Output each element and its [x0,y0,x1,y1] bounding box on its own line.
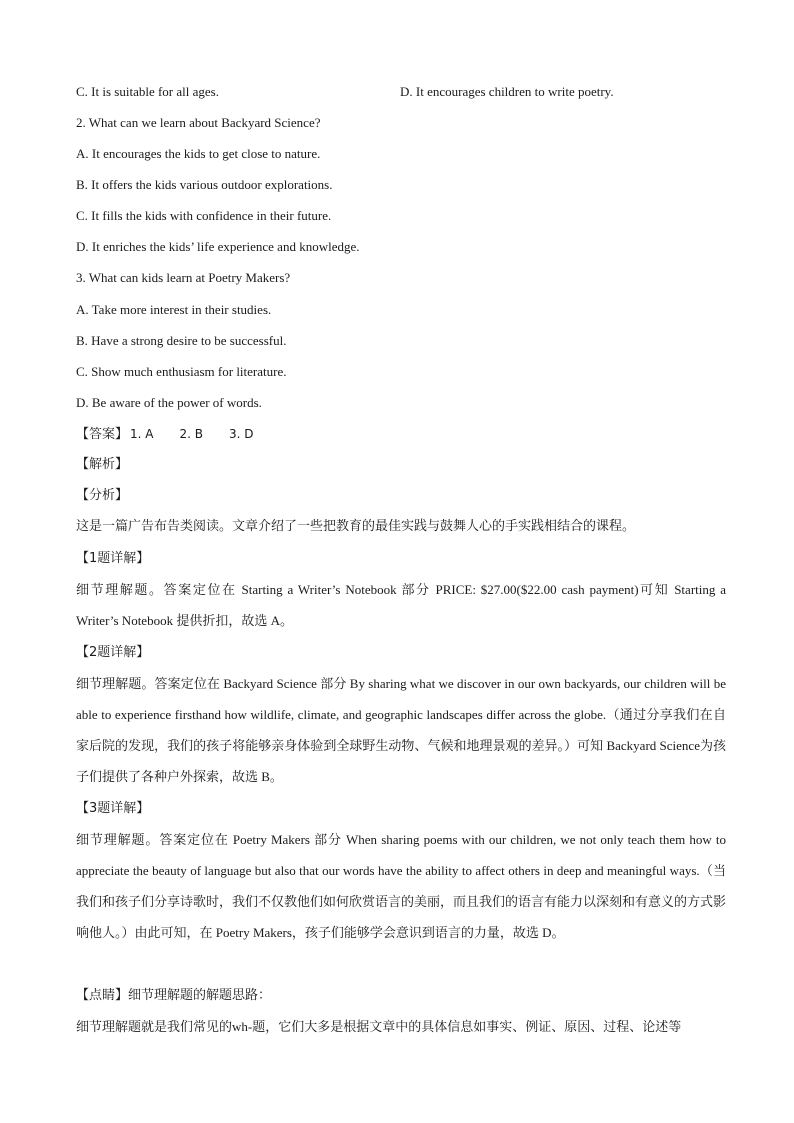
detail3-label: 【3题详解】 [76,801,150,816]
fenxi-label: 【分析】 [76,488,129,503]
dianjing-label: 【点睛】细节理解题的解题思路： [76,988,272,1003]
q3-question: 3. What can kids learn at Poetry Makers? [76,270,291,285]
answer-label: 【答案】 [76,427,129,442]
answer-3: 3. D [229,427,254,441]
q1-option-c: C. It is suitable for all ages. [76,84,219,99]
q3-option-b: B. Have a strong desire to be successful. [76,333,287,348]
answer-1: 1. A [130,427,154,441]
q3-option-a: A. Take more interest in their studies. [76,302,272,317]
analysis-label: 【解析】 [76,457,129,472]
q1-option-d: D. It encourages children to write poetry. [400,84,614,99]
fenxi-text: 这是一篇广告布告类阅读。文章介绍了一些把教育的最佳实践与鼓舞人心的手实践相结合的课程。 [76,519,636,534]
q2-option-b: B. It offers the kids various outdoor explorations. [76,177,333,192]
q1-options-row [76,84,726,100]
q2-option-a: A. It encourages the kids to get close to nature. [76,146,321,161]
q2-option-d: D. It enriches the kids’ life experience and knowledge. [76,239,360,254]
detail1-label: 【1题详解】 [76,551,150,566]
answer-2: 2. B [179,427,203,441]
q2-question: 2. What can we learn about Backyard Science? [76,115,321,130]
q2-option-c: C. It fills the kids with confidence in their future. [76,208,332,223]
answer-line [76,426,254,443]
q3-option-c: C. Show much enthusiasm for literature. [76,364,287,379]
dianjing-text: 细节理解题就是我们常见的wh-题，它们大多是根据文章中的具体信息如事实、例证、原因、过程、论述等 [76,1019,682,1034]
detail1-text: 细节理解题。答案定位在 Starting a Writer’s Notebook 部分 PRICE: $27.00($22.00 cash payment)可知 Starting a Writer’s Notebook 提供折扣，故选 A。 [76,582,726,628]
detail2-text: 细节理解题。答案定位在 Backyard Science 部分 By sharing what we discover in our own backyards, our children will be able to experience firsthand how wildlife, climate, and geographic landscapes differ across the globe.（通过分享我们在自家后院的发现，我们的孩子将能够亲身体验到全球野生动物、气候和地理景观的差异。）可知 Backyard Science为孩子们提供了各种户外探索，故选 B。 [76,676,726,784]
detail3-text: 细节理解题。答案定位在 Poetry Makers 部分 When sharing poems with our children, we not only teach them how to appreciate the beauty of language but also that our words have the ability to affect others in deep and meaningful ways.（当我们和孩子们分享诗歌时，我们不仅教他们如何欣赏语言的美丽，而且我们的语言有能力以深刻和有意义的方式影响他人。）由此可知，在 Poetry Makers，孩子们能够学会意识到语言的力量，故选 D。 [76,832,727,940]
q3-option-d: D. Be aware of the power of words. [76,395,262,410]
detail2-label: 【2题详解】 [76,645,150,660]
